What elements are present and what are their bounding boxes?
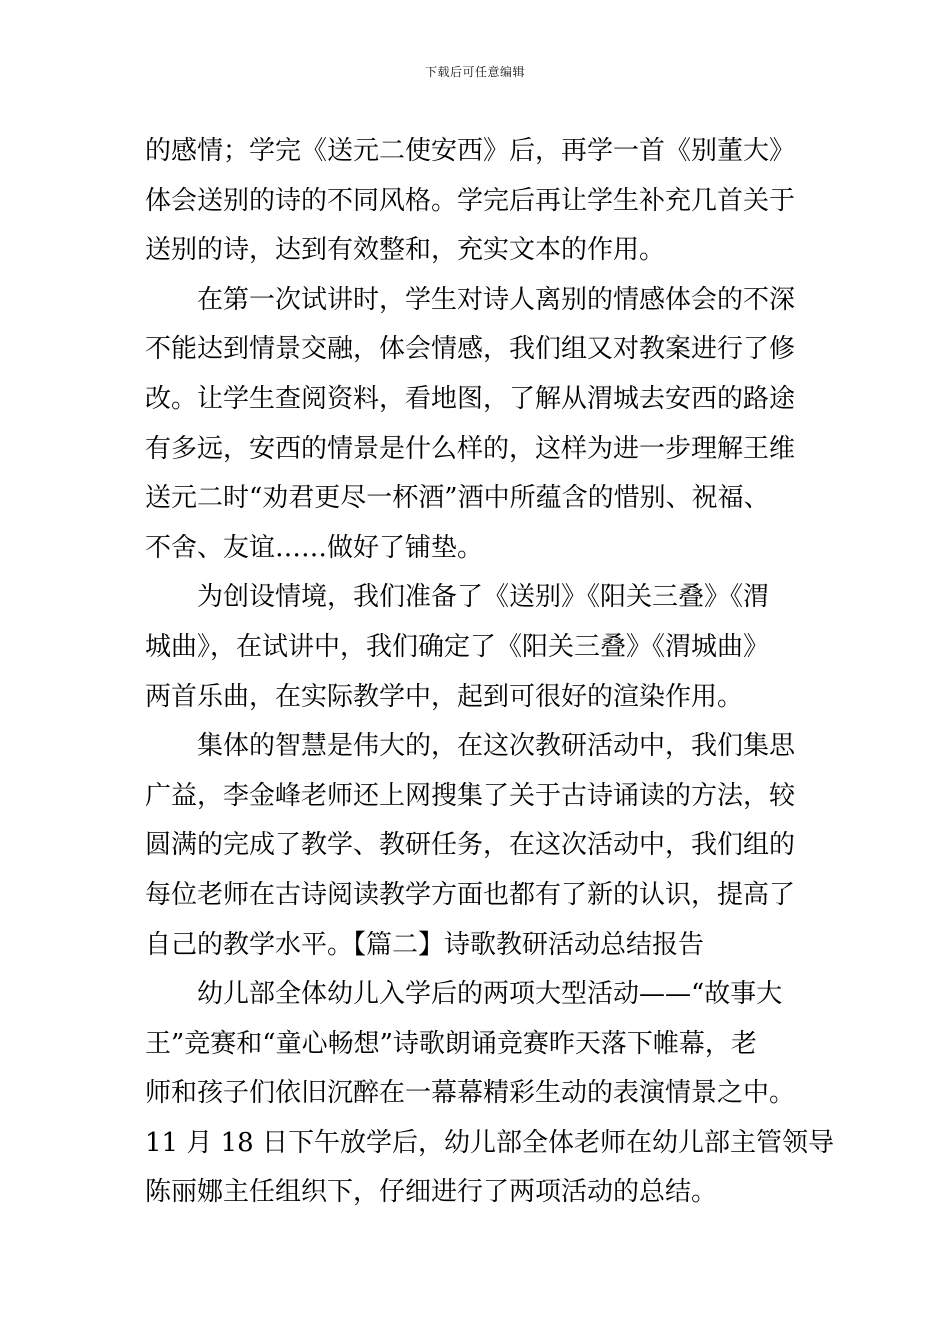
text-line: 王”竞赛和“童心畅想”诗歌朗诵竞赛昨天落下帷幕，老 [145,1028,757,1059]
text-line: 广益，李金峰老师还上网搜集了关于古诗诵读的方法，较 [145,780,796,811]
text-line: 体会送别的诗的不同风格。学完后再让学生补充几首关于 [145,185,796,216]
text-line: 送元二时“劝君更尽一杯酒”酒中所蕴含的惜别、祝福、 [145,483,770,514]
text-line: 为创设情境，我们准备了《送别》《阳关三叠》《渭 [145,582,770,613]
text-line: 在第一次试讲时，学生对诗人离别的情感体会的不深 [145,284,796,315]
text-line: 城曲》，在试讲中，我们确定了《阳关三叠》《渭城曲》 [145,631,770,662]
page-header: 下载后可任意编辑 [424,65,525,79]
text-line: 11 月 18 日下午放学后，幼儿部全体老师在幼儿部主管领导 [145,1127,834,1158]
text-line: 不舍、友谊……做好了铺垫。 [145,532,484,563]
text-line: 集体的智慧是伟大的，在这次教研活动中，我们集思 [145,731,796,762]
text-line: 自己的教学水平。【篇二】诗歌教研活动总结报告 [145,929,705,960]
text-line: 不能达到情景交融，体会情感，我们组又对教案进行了修 [145,334,796,365]
text-line: 两首乐曲，在实际教学中，起到可很好的渲染作用。 [145,681,744,712]
text-line: 有多远，安西的情景是什么样的，这样为进一步理解王维 [145,433,796,464]
text-line: 的感情；学完《送元二使安西》后，再学一首《别董大》 [145,136,796,166]
document-body [145,127,834,1218]
text-line: 送别的诗，达到有效整和，充实文本的作用。 [145,235,666,266]
text-line: 改。让学生查阅资料，看地图，了解从渭城去安西的路途 [145,383,796,414]
text-line: 幼儿部全体幼儿入学后的两项大型活动——“故事大 [145,979,783,1010]
text-line: 陈丽娜主任组织下，仔细进行了两项活动的总结。 [145,1177,718,1208]
text-line: 圆满的完成了教学、教研任务，在这次活动中，我们组的 [145,830,796,861]
text-line: 师和孩子们依旧沉醉在一幕幕精彩生动的表演情景之中。 [145,1078,796,1109]
text-line: 每位老师在古诗阅读教学方面也都有了新的认识，提高了 [145,879,796,910]
